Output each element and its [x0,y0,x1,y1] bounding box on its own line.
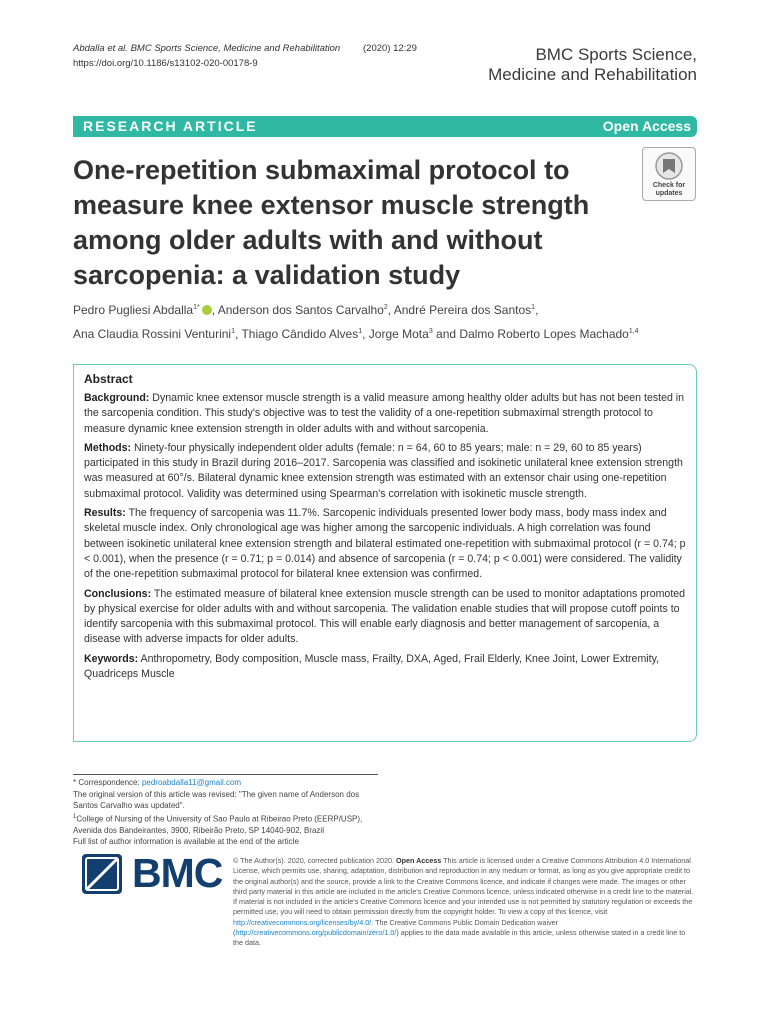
author-affil: 3 [428,328,433,335]
affiliation: College of Nursing of the University of Sao Paulo at Ribeirao Preto (EERP/USP), Avenida dos Bandeirantes, 3900, Ribeirão Preto, SP 14040-902, Brazil [73,814,363,835]
doi-link[interactable]: https://doi.org/10.1186/s13102-020-00178-9 [73,58,258,69]
revision-note: The original version of this article was revised: "The given name of Anderson dos Santos Carvalho was updated". [73,789,360,810]
abstract-box [73,364,697,742]
section-text: The frequency of sarcopenia was 11.7%. Sarcopenic individuals presented lower body mass, body mass index and skeletal muscle index. Only chronological age was higher among the sarcopenic individuals. A high correlation was found between isokinetic unilateral knee extension strength and bilateral estimated one-repetition with submaximal protocol (r = 0.74; p < 0.001), when the presence (r = 0.71; p = 0.014) and absence of sarcopenia (r = 0.74; p < 0.001) were considered. The validity of the one-repetition submaximal protocol for bilateral knee extension was confirmed. [84,507,686,581]
author-affil: 1,4 [628,328,639,335]
crossmark-icon [654,151,684,181]
journal-name-line1: BMC Sports Science, [535,45,697,64]
author-name: Ana Claudia Rossini Venturini [73,327,232,341]
license-text [233,856,697,949]
author-name: , Thiago Cândido Alves [235,327,359,341]
abstract-methods [84,441,686,502]
email-link[interactable]: pedroabdalla11@gmail.com [141,778,242,787]
abstract-keywords [84,652,686,683]
author-affil: 1 [358,328,363,335]
license-oa-label: Open Access [396,856,442,865]
article-title: One-repetition submaximal protocol to measure knee extensor muscle strength among older adults with and without sarcopenia: a validation study [73,155,590,290]
journal-name-line2: Medicine and Rehabilitation [488,65,697,84]
license-link[interactable]: http://creativecommons.org/licenses/by/4.0/ [233,917,372,927]
author-affil: 1 [231,328,235,335]
affil-number: 1 [73,813,77,820]
check-for-updates-badge[interactable] [642,147,696,201]
abstract-conclusions [84,587,686,648]
license-part: © The Author(s). 2020, corrected publication 2020. [233,856,396,865]
bmc-logo-text: BMC [132,850,223,896]
article-type: RESEARCH ARTICLE [83,118,258,134]
section-text: Ninety-four physically independent older adults (female: n = 64, 60 to 85 years; male: n = 29, 60 to 85 years) participated in this study in Brazil during 2016–2017. Sarcopenia was classified and isokinetic unilateral knee extension strength was measured at 60°/s. Bilateral dynamic knee extension strength was estimated with an extensor chair using one-repetition submaximal protocol. Validity was determined using Spearman's correlation with isokinetic muscle strength. [84,441,683,500]
section-label: Keywords: [84,652,139,665]
correspondence-label: * Correspondence: [73,778,142,787]
author-affil: 1* [193,304,200,311]
abstract-heading: Abstract [84,372,133,386]
license-part: This article is licensed under a Creative Commons Attribution 4.0 International License, which permits use, sharing, adaptation, distribution and reproduction in any medium or format, as long as you give appropriate credit to the original author(s) and the source, provide a link to the Creative Commons licence, and indicate if changes were made. The images or other third party material in this article are included in the article's Creative Commons licence, unless indicated otherwise in a credit line to the material. If material is not included in the article's Creative Commons licence and your intended use is not permitted by statutory regulation or exceeds the permitted use, you will need to obtain permission directly from the copyright holder. To view a copy of this licence, visit [233,856,694,917]
section-label: Methods: [84,441,132,454]
citation: Abdalla et al. BMC Sports Science, Medicine and Rehabilitation [73,43,341,54]
author-name: , Jorge Mota [362,327,429,341]
author-affil: 2 [383,304,388,311]
public-domain-link[interactable]: http://creativecommons.org/publicdomain/zero/1.0/ [235,928,397,938]
license-part: . The Creative Commons Public Domain Dedication waiver ( [233,917,559,938]
bmc-logo [80,850,222,897]
author-name: and Dalmo Roberto Lopes Machado [432,327,629,341]
section-label: Background: [84,392,150,404]
section-text: The estimated measure of bilateral knee extension muscle strength can be used to monitor adaptations promoted by physical exercise for older adults with and without sarcopenia. The validation enable studies that will propose cutoff points to identify sarcopenia with this submaximal protocol. This will enable early diagnosis and better management of sarcopenia, a disease with adverse impacts for older adults. [84,587,686,646]
running-header [73,41,417,71]
bmc-logo-icon [80,852,124,896]
section-text: Anthropometry, Body composition, Muscle mass, Frailty, DXA, Aged, Frail Elderly, Knee Joint, Lower Extremity, Quadriceps Muscle [84,652,660,681]
orcid-icon[interactable] [202,305,212,315]
year-pages: (2020) 12:29 [363,43,417,54]
open-access-label: Open Access [602,118,691,134]
check-updates-line2: updates [655,190,683,197]
footnotes [73,774,378,848]
article-type-banner [73,116,697,137]
author-name: , Anderson dos Santos Carvalho [211,303,384,317]
author-name: Pedro Pugliesi Abdalla [73,303,194,317]
abstract-background [84,391,686,437]
section-label: Conclusions: [84,587,152,600]
section-text: Dynamic knee extensor muscle strength is a valid measure among healthy older adults but has not been tested in the sarcopenia condition. This study's objective was to test the validity of a one-repetition submaximal strength protocol to measure dynamic knee extension strength in older adults with and without sarcopenia. [84,392,685,435]
author-name: , André Pereira dos Santos [387,303,532,317]
journal-name [488,45,697,85]
section-label: Results: [84,507,126,520]
full-list-note: Full list of author information is available at the end of the article [73,837,299,847]
license-part: ) applies to the data made available in this article, unless otherwise stated in a credit line to the data. [233,928,686,948]
author-affil: 1 [531,304,536,311]
abstract-results [84,506,686,582]
author-list: Pedro Pugliesi Abdalla$^{1*}$ , Anderson dos Santos Carvalho$^2$, André Pereira dos Santos$^1$, Ana Claudia Rossini Venturini$^1$, Thiago Cândido Alves$^1$, Jorge Mota$^3$ and Dalmo Roberto Lopes Machado$^{1,4}$ [73,303,639,341]
check-updates-line1: Check for [652,182,686,189]
